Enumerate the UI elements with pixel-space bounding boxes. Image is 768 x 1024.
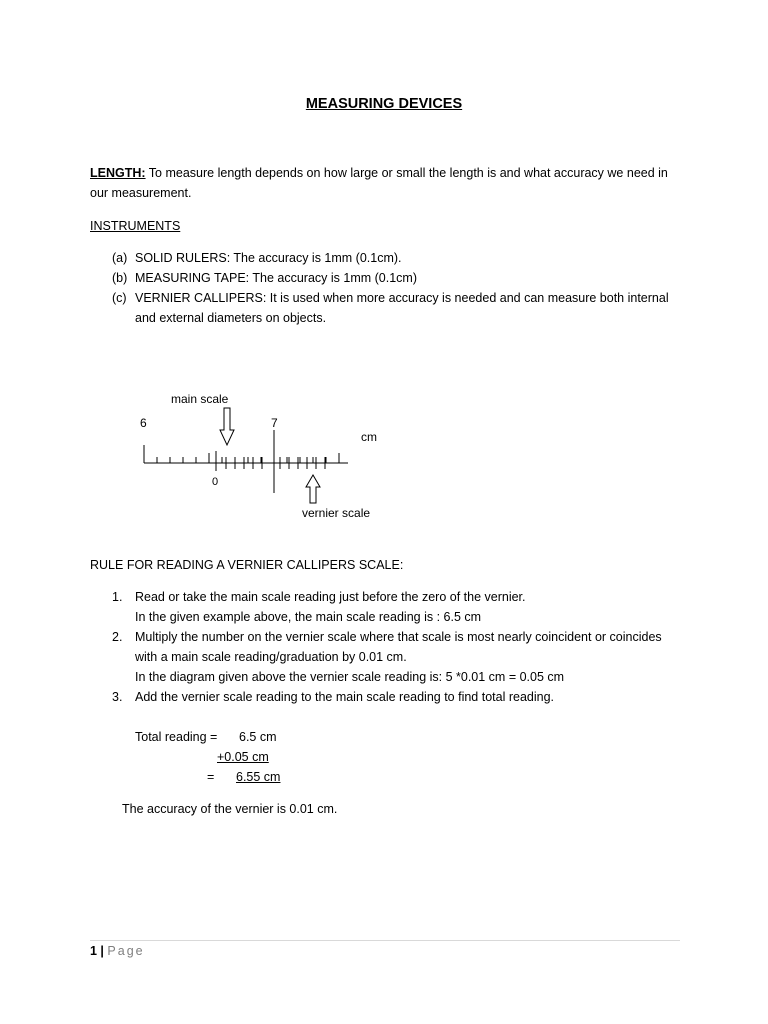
total-reading-calc <box>135 727 335 787</box>
total-equals: = <box>207 770 215 784</box>
main-scale-label: main scale <box>171 392 229 406</box>
arrow-up-icon <box>306 475 320 503</box>
list-item <box>112 268 682 288</box>
list-marker: (b) <box>112 271 128 285</box>
vernier-diagram <box>130 385 390 525</box>
length-text: To measure length depends on how large or small the length is and what accuracy we need in our measurement. <box>90 166 668 200</box>
page-title: MEASURING DEVICES <box>305 96 463 112</box>
list-marker: 2. <box>112 630 123 644</box>
list-item-text: SOLID RULERS: The accuracy is 1mm (0.1cm). <box>135 251 402 265</box>
list-item <box>112 687 682 707</box>
unit-label: cm <box>361 430 377 444</box>
rule-example: In the diagram given above the vernier scale reading is: 5 *0.01 cm = 0.05 cm <box>135 670 565 684</box>
accuracy-note: The accuracy of the vernier is 0.01 cm. <box>122 802 338 816</box>
instruments-list <box>112 248 682 328</box>
rule-text: Add the vernier scale reading to the main scale reading to find total reading. <box>135 690 555 704</box>
length-paragraph <box>90 163 680 203</box>
footer-divider <box>90 940 680 941</box>
total-value-vernier: +0.05 cm <box>217 750 269 764</box>
rule-text: Multiply the number on the vernier scale where that scale is most nearly coincident or coincides with a main scale reading/graduation by 0.01 cm. <box>135 630 662 664</box>
tick-label-7: 7 <box>271 416 278 430</box>
length-label: LENGTH: <box>90 166 146 180</box>
footer-separator: | <box>96 944 108 958</box>
vernier-zero-label: 0 <box>212 476 219 488</box>
instruments-heading: INSTRUMENTS <box>90 219 181 233</box>
list-item-text: VERNIER CALLIPERS: It is used when more accuracy is needed and can measure both internal and external diameters on objects. <box>135 291 669 325</box>
list-item <box>112 248 682 268</box>
page-number: 1 <box>90 944 97 958</box>
rules-list <box>112 587 682 707</box>
tick-label-6: 6 <box>140 416 147 430</box>
rule-example: In the given example above, the main scale reading is : 6.5 cm <box>135 610 482 624</box>
page-footer <box>90 941 145 961</box>
list-marker: (c) <box>112 291 127 305</box>
list-marker: 1. <box>112 590 123 604</box>
total-label: Total reading = <box>135 730 218 744</box>
list-item <box>112 627 682 687</box>
rule-text: Read or take the main scale reading just before the zero of the vernier. <box>135 590 526 604</box>
list-item <box>112 288 682 328</box>
list-item-text: MEASURING TAPE: The accuracy is 1mm (0.1cm) <box>135 271 418 285</box>
total-value-main: 6.5 cm <box>239 730 277 744</box>
vernier-scale-label: vernier scale <box>302 506 371 520</box>
list-marker: 3. <box>112 690 123 704</box>
arrow-down-icon <box>220 408 234 445</box>
list-marker: (a) <box>112 251 128 265</box>
rule-heading: RULE FOR READING A VERNIER CALLIPERS SCALE: <box>90 558 404 572</box>
total-value-result: 6.55 cm <box>236 770 281 784</box>
list-item <box>112 587 682 627</box>
page-word: Page <box>107 944 145 958</box>
vernier-scale-ticks <box>216 451 325 471</box>
